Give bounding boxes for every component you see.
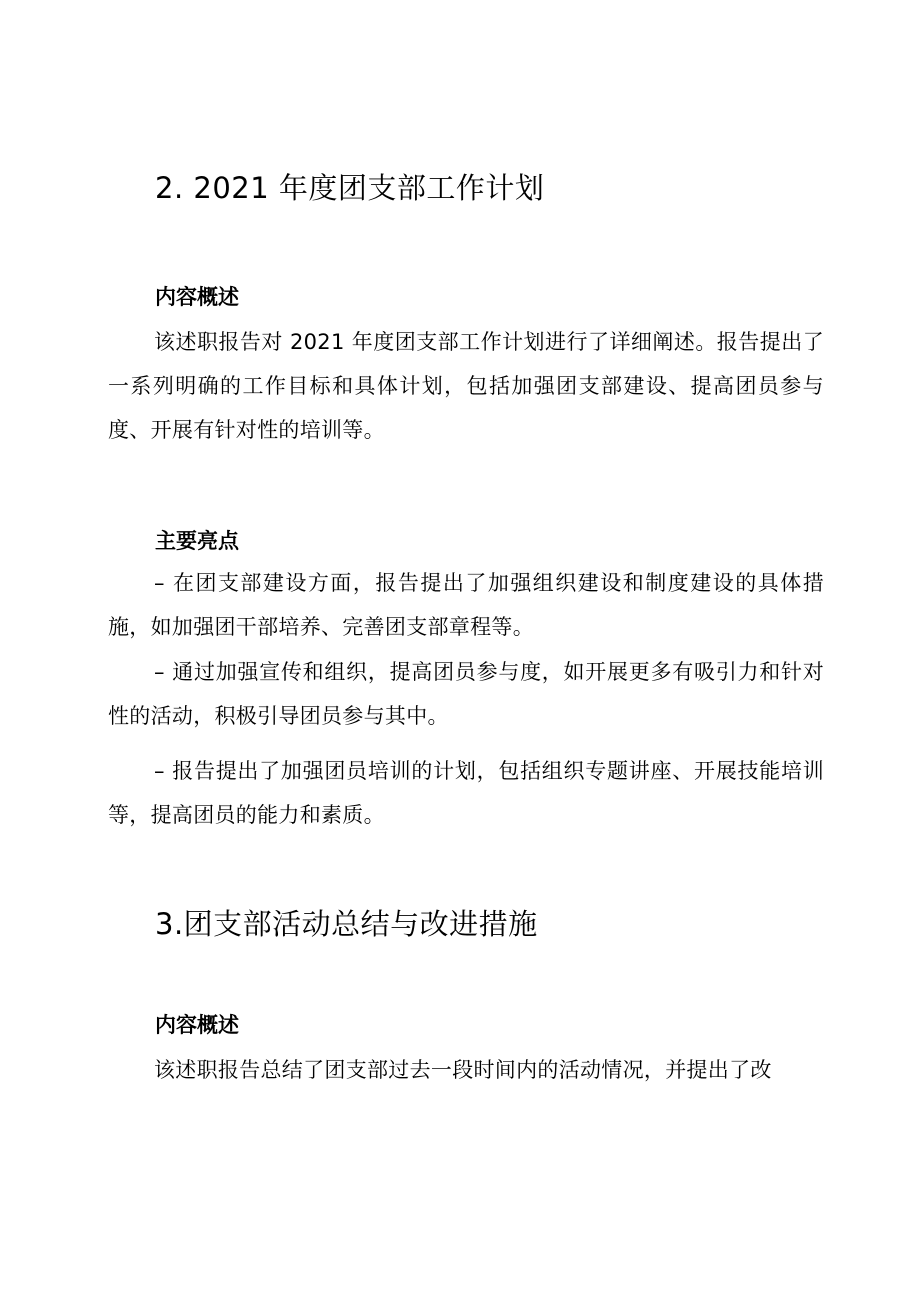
section-2-highlights-heading: 主要亮点 [155, 529, 239, 553]
section-2-overview-heading: 内容概述 [155, 285, 239, 309]
section-2-title: 2. 2021 年度团支部工作计划 [155, 171, 545, 205]
section-3-overview-heading: 内容概述 [155, 1013, 239, 1037]
section-3-title: 3.团支部活动总结与改进措施 [155, 907, 538, 941]
highlight-item: – 通过加强宣传和组织，提高团员参与度，如开展更多有吸引力和针对性的活动，积极引导团员参与其中。 [108, 660, 824, 728]
section-3-overview-text: 该述职报告总结了团支部过去一段时间内的活动情况，并提出了改 [154, 1058, 772, 1082]
highlight-item: – 在团支部建设方面，报告提出了加强组织建设和制度建设的具体措施，如加强团干部培养、完善团支部章程等。 [108, 571, 824, 639]
section-2-overview-text: 该述职报告对 2021 年度团支部工作计划进行了详细阐述。报告提出了一系列明确的工作目标和具体计划，包括加强团支部建设、提高团员参与度、开展有针对性的培训等。 [108, 330, 824, 442]
highlight-item: – 报告提出了加强团员培训的计划，包括组织专题讲座、开展技能培训等，提高团员的能力和素质。 [108, 759, 824, 827]
